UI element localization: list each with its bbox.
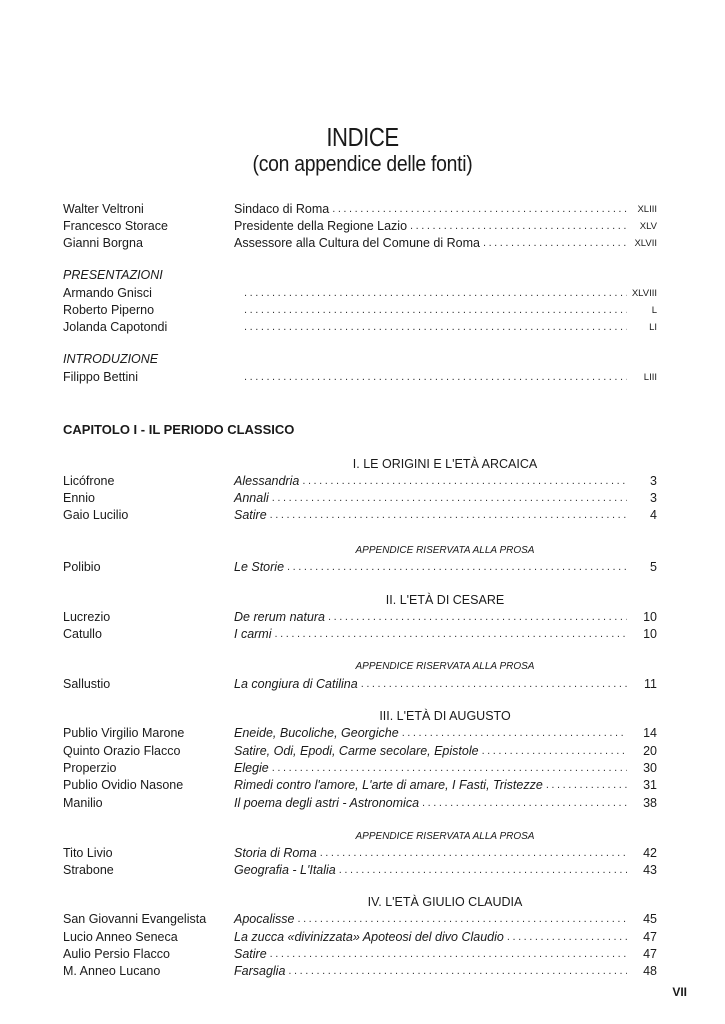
author-name: Walter Veltroni [63, 202, 144, 216]
toc-entry [63, 929, 657, 946]
appendix-heading: APPENDICE RISERVATA ALLA PROSA [355, 545, 535, 556]
dot-leader [270, 507, 627, 524]
page-ref: 14 [643, 726, 657, 740]
dot-leader [297, 911, 627, 928]
author-name: Catullo [63, 627, 102, 641]
work-title: Rimedi contro l'amore, L'arte di amare, I Fasti, Tristezze [234, 778, 543, 792]
dot-leader [320, 845, 627, 862]
work-title: Satire [234, 508, 267, 522]
author-name: Properzio [63, 761, 117, 775]
toc-entry [63, 369, 657, 386]
work-title: Satire [234, 947, 267, 961]
author-name: Quinto Orazio Flacco [63, 744, 181, 758]
author-name: Ennio [63, 491, 95, 505]
author-name: Roberto Piperno [63, 303, 155, 317]
work-title: Storia di Roma [234, 846, 317, 860]
section-label: PRESENTAZIONI [63, 268, 163, 282]
dot-leader [302, 473, 627, 490]
dot-leader [244, 319, 627, 336]
page-ref: 3 [650, 474, 657, 488]
page-subtitle: (con appendice delle fonti) [252, 151, 473, 176]
appendix-heading: APPENDICE RISERVATA ALLA PROSA [355, 661, 535, 672]
page-ref: 3 [650, 491, 657, 505]
author-name: Lucrezio [63, 610, 111, 624]
entry-line [234, 507, 657, 524]
toc-entry [63, 676, 657, 693]
work-title: Le Storie [234, 560, 285, 574]
work-title: Satire, Odi, Epodi, Carme secolare, Epistole [234, 744, 479, 758]
entry-line [234, 490, 657, 507]
work-title: Apocalisse [234, 912, 295, 926]
work-title: Alessandria [234, 474, 300, 488]
period-heading: III. L'ETÀ DI AUGUSTO [379, 709, 511, 723]
work-title: Geografia - L'Italia [234, 863, 336, 877]
toc-entry [63, 911, 657, 928]
author-name: Lucio Anneo Seneca [63, 930, 178, 944]
period-heading: IV. L'ETÀ GIULIO CLAUDIA [367, 895, 523, 909]
author-name: Francesco Storace [63, 219, 168, 233]
page-ref: 11 [644, 677, 657, 691]
toc-entry [63, 725, 657, 742]
entry-line [244, 369, 657, 386]
page-ref: 42 [643, 846, 657, 860]
toc-entry [63, 862, 657, 879]
toc-entry [63, 845, 657, 862]
work-title: Sindaco di Roma [234, 202, 330, 216]
author-name: Gianni Borgna [63, 236, 143, 250]
page-ref: 47 [643, 930, 657, 944]
entry-line [234, 626, 657, 643]
page-title: INDICE [326, 122, 399, 152]
entry-line [234, 963, 657, 980]
author-name: Tito Livio [63, 846, 113, 860]
toc-entry [63, 490, 657, 507]
toc-entry [63, 626, 657, 643]
author-name: Sallustio [63, 677, 111, 691]
author-name: Licófrone [63, 474, 115, 488]
appendix-heading: APPENDICE RISERVATA ALLA PROSA [355, 831, 535, 842]
dot-leader [244, 369, 627, 386]
page-ref: 5 [650, 560, 657, 574]
work-title: De rerum natura [234, 610, 326, 624]
dot-leader [402, 725, 627, 742]
dot-leader [339, 862, 627, 879]
toc-entry [63, 743, 657, 760]
author-name: Polibio [63, 560, 101, 574]
toc-entry [63, 218, 657, 235]
page-ref: 4 [650, 508, 657, 522]
dot-leader [410, 218, 627, 235]
page-ref: XLIII [637, 204, 657, 215]
author-name: Armando Gnisci [63, 286, 152, 300]
work-title: La congiura di Catilina [234, 677, 358, 691]
work-title: Il poema degli astri - Astronomica [234, 796, 420, 810]
dot-leader [275, 626, 628, 643]
entry-line [234, 201, 657, 218]
dot-leader [328, 609, 627, 626]
page-ref: XLVIII [631, 288, 657, 299]
entry-line [234, 743, 657, 760]
author-name: Gaio Lucilio [63, 508, 129, 522]
dot-leader [272, 490, 627, 507]
dot-leader [244, 285, 627, 302]
dot-leader [361, 676, 627, 693]
entry-line [244, 319, 657, 336]
toc-entry [63, 760, 657, 777]
entry-line [234, 235, 657, 252]
page-ref: XLVII [634, 238, 657, 249]
entry-line [234, 559, 657, 576]
entry-line [234, 676, 657, 693]
toc-entry [63, 609, 657, 626]
author-name: Aulio Persio Flacco [63, 947, 170, 961]
work-title: La zucca «divinizzata» Apoteosi del divo Claudio [234, 930, 504, 944]
page-ref: L [651, 305, 657, 316]
entry-line [234, 473, 657, 490]
period-heading: II. L'ETÀ DI CESARE [385, 593, 505, 607]
entry-line [234, 795, 657, 812]
entry-line [234, 862, 657, 879]
dot-leader [546, 777, 627, 794]
work-title: Farsaglia [234, 964, 286, 978]
entry-line [234, 946, 657, 963]
toc-entry [63, 795, 657, 812]
page-ref: 43 [643, 863, 657, 877]
work-title: Annali [234, 491, 269, 505]
toc-entry [63, 777, 657, 794]
toc-entry [63, 473, 657, 490]
page-ref: 31 [643, 778, 657, 792]
page-ref: 45 [643, 912, 657, 926]
author-name: San Giovanni Evangelista [63, 912, 207, 926]
page-ref: 48 [643, 964, 657, 978]
toc-entry [63, 235, 657, 252]
dot-leader [272, 760, 627, 777]
dot-leader [422, 795, 627, 812]
entry-line [234, 609, 657, 626]
page-ref: LIII [643, 372, 657, 383]
entry-line [234, 760, 657, 777]
page-ref: 47 [643, 947, 657, 961]
work-title: Eneide, Bucoliche, Georgiche [234, 726, 399, 740]
entry-line [244, 302, 657, 319]
dot-leader [270, 946, 627, 963]
entry-line [244, 285, 657, 302]
toc-entry [63, 302, 657, 319]
work-title: I carmi [234, 627, 272, 641]
period-heading: I. LE ORIGINI E L'ETÀ ARCAICA [352, 457, 538, 471]
author-name: Manilio [63, 796, 103, 810]
dot-leader [332, 201, 627, 218]
author-name: Filippo Bettini [63, 370, 139, 384]
toc-entry [63, 559, 657, 576]
entry-line [234, 845, 657, 862]
toc-entry [63, 507, 657, 524]
section-label: INTRODUZIONE [63, 352, 159, 366]
entry-line [234, 218, 657, 235]
work-title: Elegie [234, 761, 269, 775]
work-title: Assessore alla Cultura del Comune di Roma [234, 236, 480, 250]
page-number: VII [672, 985, 687, 999]
dot-leader [483, 235, 627, 252]
dot-leader [288, 963, 627, 980]
toc-entry [63, 319, 657, 336]
page-ref: XLV [639, 221, 657, 232]
dot-leader [507, 929, 627, 946]
page-ref: 10 [643, 610, 657, 624]
entry-line [234, 929, 657, 946]
toc-entry [63, 201, 657, 218]
page-ref: 10 [643, 627, 657, 641]
page-ref: 38 [643, 796, 657, 810]
dot-leader [287, 559, 627, 576]
entry-line [234, 911, 657, 928]
dot-leader [244, 302, 627, 319]
author-name: M. Anneo Lucano [63, 964, 161, 978]
work-title: Presidente della Regione Lazio [234, 219, 408, 233]
author-name: Strabone [63, 863, 114, 877]
author-name: Publio Ovidio Nasone [63, 778, 184, 792]
author-name: Publio Virgilio Marone [63, 726, 185, 740]
dot-leader [482, 743, 627, 760]
entry-line [234, 725, 657, 742]
toc-entry [63, 963, 657, 980]
page-ref: LI [649, 322, 657, 333]
page-ref: 20 [643, 744, 657, 758]
toc-entry [63, 285, 657, 302]
toc-entry [63, 946, 657, 963]
page-ref: 30 [643, 761, 657, 775]
chapter-heading: CAPITOLO I - IL PERIODO CLASSICO [63, 422, 295, 437]
author-name: Jolanda Capotondi [63, 320, 168, 334]
entry-line [234, 777, 657, 794]
